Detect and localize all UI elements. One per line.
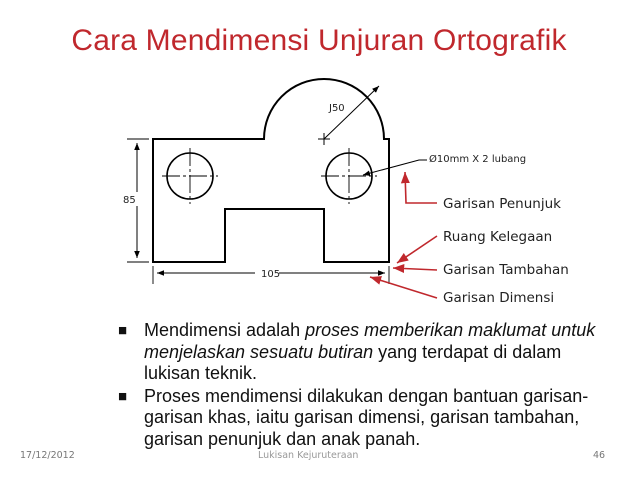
bullet-square-icon: ■ bbox=[118, 322, 128, 339]
legend-label-kelegaan: Ruang Kelegaan bbox=[443, 229, 553, 245]
radius-dimension-label: J50 bbox=[329, 103, 345, 114]
legend-arrow-penunjuk bbox=[405, 172, 437, 203]
bullet-square-icon: ■ bbox=[118, 387, 128, 405]
part-outline bbox=[153, 79, 389, 262]
legend-arrow-kelegaan bbox=[397, 236, 437, 263]
bullet-item bbox=[118, 386, 598, 451]
height-dimension-label: 85 bbox=[123, 195, 136, 206]
legend-label-tambahan: Garisan Tambahan bbox=[443, 262, 569, 278]
hole-leader-line bbox=[363, 160, 427, 175]
hole-left bbox=[162, 148, 218, 204]
width-dimension-label: 105 bbox=[261, 269, 281, 280]
footer-course: Lukisan Kejuruteraan bbox=[258, 450, 359, 461]
footer-page-number: 46 bbox=[593, 450, 606, 461]
bullet-list bbox=[118, 320, 598, 451]
hole-note: Ø10mm X 2 lubang bbox=[429, 154, 527, 165]
legend-label-dimensi: Garisan Dimensi bbox=[443, 290, 555, 306]
bullet-text: Proses mendimensi dilakukan dengan bantuan garisan-garisan khas, iaitu garisan dimensi, garisan tambahan, garisan penunjuk dan anak panah. bbox=[144, 385, 589, 449]
legend-label-penunjuk: Garisan Penunjuk bbox=[443, 196, 561, 212]
legend-arrow-tambahan bbox=[393, 268, 437, 270]
hole-right bbox=[321, 148, 377, 204]
bullet-item bbox=[118, 320, 598, 385]
legend-arrow-dimensi bbox=[370, 277, 437, 298]
footer-date: 17/12/2012 bbox=[20, 450, 75, 461]
bullet-text: Mendimensi adalah proses memberikan maklumat untuk menjelaskan sesuatu butiran yang terdapat di dalam lukisan teknik. bbox=[144, 320, 596, 383]
slide-title: Cara Mendimensi Unjuran Ortografik bbox=[71, 24, 567, 57]
